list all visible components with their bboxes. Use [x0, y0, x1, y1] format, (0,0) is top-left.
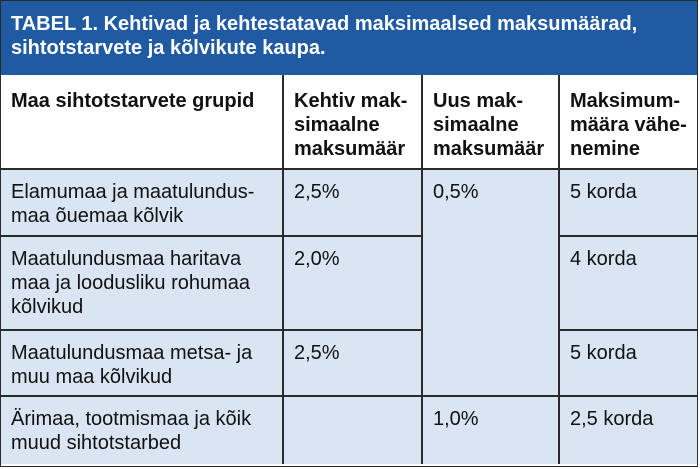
table-title-line-1: TABEL 1. Kehtivad ja kehtestatavad maksimaalsed maksumäärad, [11, 13, 638, 35]
table-row [1, 330, 697, 396]
cell-current-rate: 2,0% [283, 236, 422, 330]
column-header-current-rate [283, 75, 422, 169]
cell-line: kõlvikud [11, 296, 84, 318]
table-row [1, 169, 697, 236]
cell-line: muud sihtotstarbed [11, 432, 182, 454]
cell-new-rate: 1,0% [422, 396, 559, 464]
cell-decrease: 5 korda [559, 169, 697, 236]
cell-new-rate-merged: 0,5% [422, 169, 559, 396]
cell-line: Maatulundusmaa haritava [11, 248, 242, 270]
header-line: maksumäär [294, 138, 406, 160]
header-line: Kehtiv mak- [294, 90, 408, 112]
cell-line: Maatulundusmaa metsa- ja [11, 342, 253, 364]
header-line: nemine [570, 138, 641, 160]
table-title [1, 1, 697, 75]
header-line: simaalne [294, 114, 380, 136]
header-line: Uus mak- [433, 90, 524, 112]
cell-line: maa õuemaa kõlvik [11, 205, 184, 227]
table-row [1, 236, 697, 330]
cell-decrease: 5 korda [559, 330, 697, 396]
cell-current-rate: 2,5% [283, 169, 422, 236]
header-line: Maksimum- [570, 90, 681, 112]
table-header-row [1, 75, 697, 169]
cell-decrease: 2,5 korda [559, 396, 697, 464]
cell-land-group [1, 330, 283, 396]
header-line: määra vähe- [570, 114, 687, 136]
cell-land-group [1, 396, 283, 464]
cell-line: muu maa kõlvikud [11, 366, 173, 388]
column-header-decrease [559, 75, 697, 169]
cell-line: maa ja loodusliku rohumaa [11, 272, 251, 294]
table-title-line-2: sihtotstarvete ja kõlvikute kaupa. [11, 37, 326, 59]
cell-current-rate [283, 396, 422, 464]
cell-current-rate: 2,5% [283, 330, 422, 396]
column-header-new-rate [422, 75, 559, 169]
cell-line: Elamumaa ja maatulundus- [11, 181, 255, 203]
column-header-land-groups [1, 75, 283, 169]
cell-land-group [1, 236, 283, 330]
header-line: simaalne [433, 114, 519, 136]
tax-rate-table [1, 75, 697, 464]
cell-line: Ärimaa, tootmismaa ja kõik [11, 408, 252, 430]
header-line: maksumäär [433, 138, 545, 160]
cell-land-group [1, 169, 283, 236]
cell-decrease: 4 korda [559, 236, 697, 330]
table-row [1, 396, 697, 464]
header-line: Maa sihtotstarvete grupid [11, 90, 255, 112]
